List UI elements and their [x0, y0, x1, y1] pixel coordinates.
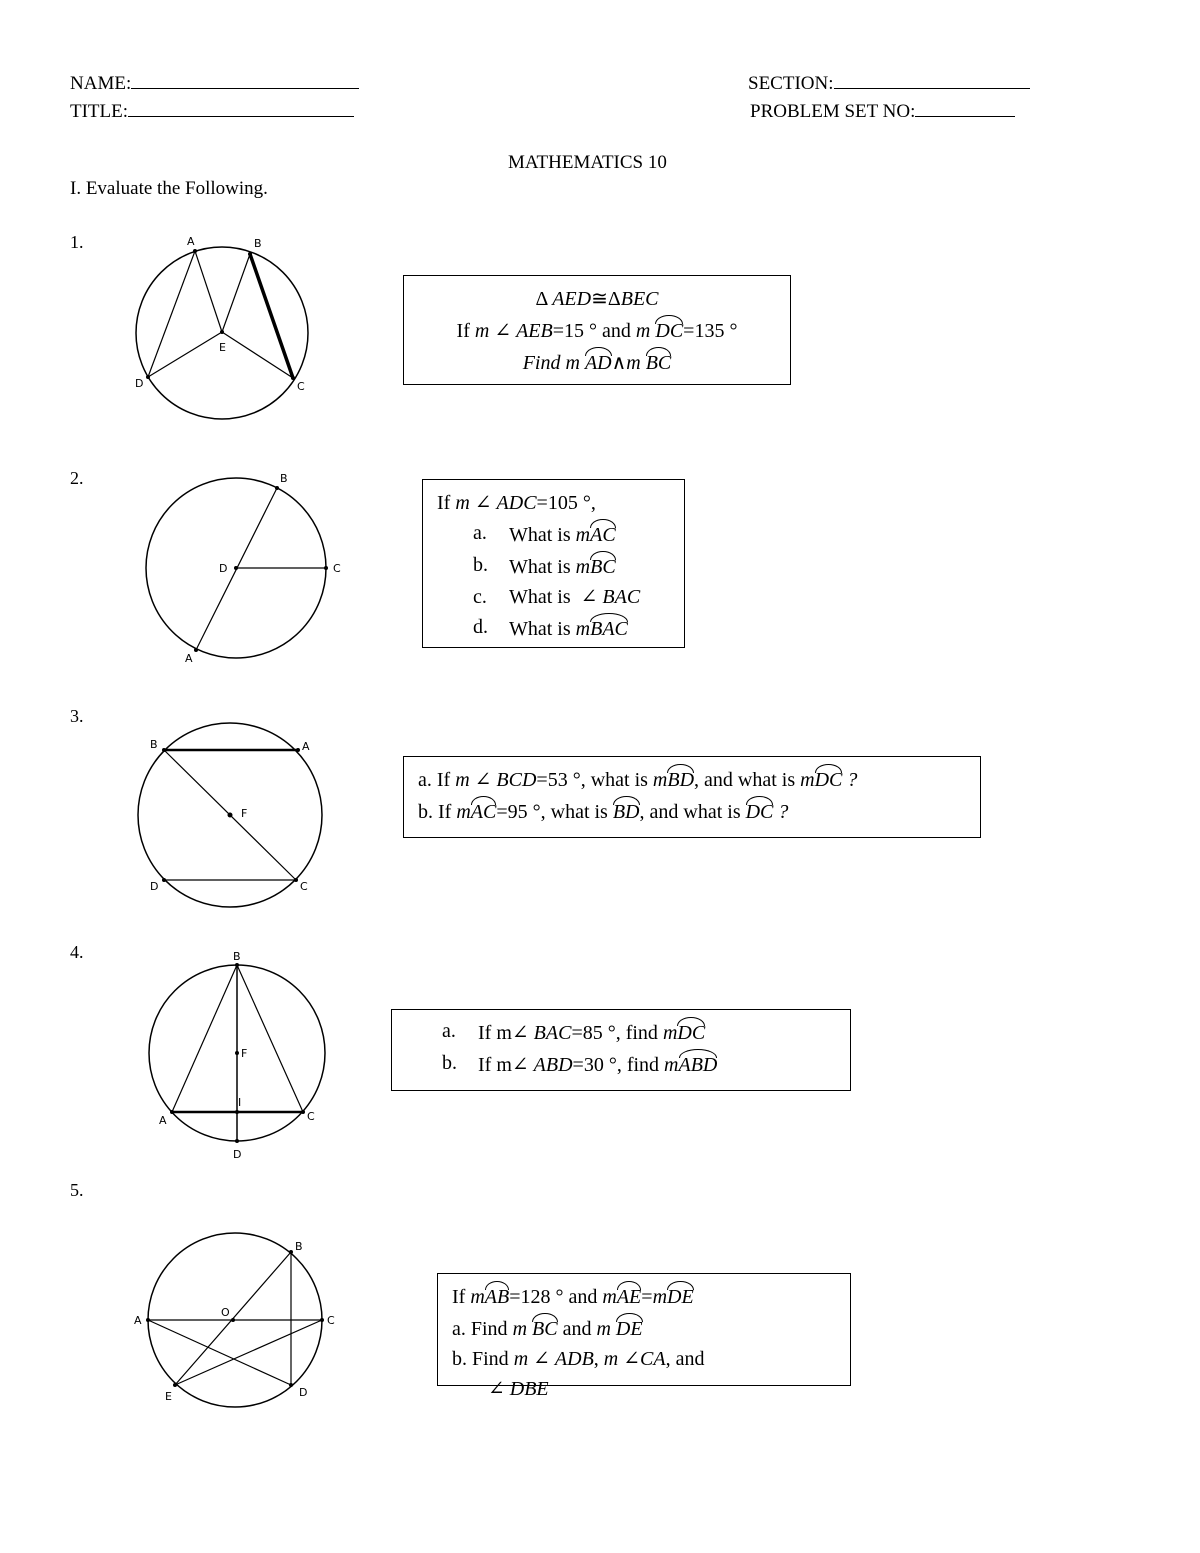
problem-number: 5. [70, 1180, 84, 1200]
list-item: c. What is ∠ BAC [473, 586, 641, 608]
problem-3-diagram [130, 722, 350, 922]
box-line: Δ AED≅ΔBEC [535, 288, 659, 310]
point-label: D [219, 562, 228, 575]
problem-number: 3. [70, 706, 84, 726]
instruction: I. Evaluate the Following. [70, 178, 268, 199]
name-field[interactable] [70, 72, 359, 95]
box-line-cut: ∠ DBE [488, 1378, 549, 1400]
point-label: D [150, 880, 159, 893]
point-label: E [219, 341, 226, 354]
problem-set-field[interactable] [750, 100, 1015, 123]
point-label: A [187, 235, 195, 248]
point-label: C [307, 1110, 315, 1123]
title-field[interactable] [70, 100, 354, 123]
point-label: C [297, 380, 305, 393]
name-label: NAME: [70, 73, 132, 94]
list-item: a. What is mAC [437, 518, 684, 550]
point-label: D [135, 377, 144, 390]
box-line: If m ∠ AEB=15 ° and m DC=135 ° [404, 314, 790, 346]
list-item: b. What is mBC [437, 550, 684, 582]
problem-5-diagram [125, 1230, 350, 1420]
problem-1-diagram [125, 230, 325, 430]
list-item: b. If m∠ ABD=30 °, find mABD [442, 1048, 850, 1080]
point-label: E [165, 1390, 172, 1403]
problem-set-label: PROBLEM SET NO: [750, 101, 916, 122]
point-label: B [150, 738, 158, 751]
box-line: If m ∠ ADC=105 °, [437, 492, 596, 514]
point-label: O [221, 1306, 230, 1319]
point-label: I [238, 1096, 242, 1109]
problem-2-box [422, 479, 685, 648]
subject-title: MATHEMATICS 10 [508, 152, 667, 173]
list-item: d. What is mBAC [437, 612, 684, 644]
point-label: A [185, 652, 193, 665]
section-label: SECTION: [748, 73, 834, 94]
point-label: B [295, 1240, 303, 1253]
box-line: b. Find m ∠ ADB, m ∠CA, and [452, 1348, 705, 1370]
problem-1-box [403, 275, 791, 385]
section-field[interactable] [748, 72, 1030, 95]
box-line: If mAB=128 ° and mAE=mDE [452, 1280, 850, 1312]
title-label: TITLE: [70, 101, 129, 122]
box-line: Find m AD∧m BC [404, 346, 790, 378]
problem-5-box [437, 1273, 851, 1400]
section-line[interactable] [834, 72, 1030, 89]
list-item: a. If m∠ BAC=85 °, find mDC [442, 1016, 850, 1048]
point-label: B [233, 950, 241, 963]
point-label: F [241, 807, 248, 820]
point-label: B [280, 472, 288, 485]
problem-4-diagram [140, 948, 350, 1163]
point-label: A [302, 740, 310, 753]
problem-number: 2. [70, 468, 84, 488]
problem-number: 4. [70, 942, 84, 962]
point-label: A [134, 1314, 142, 1327]
name-line[interactable] [131, 72, 359, 89]
problem-2-diagram [130, 470, 360, 670]
point-label: B [254, 237, 262, 250]
point-label: C [333, 562, 341, 575]
point-label: A [159, 1114, 167, 1127]
problem-set-line[interactable] [915, 100, 1015, 117]
point-label: C [300, 880, 308, 893]
box-line: b. If mAC=95 °, what is BD, and what is DC ? [418, 795, 980, 827]
problem-4-box [391, 1009, 851, 1091]
point-label: D [299, 1386, 308, 1399]
point-label: F [241, 1047, 248, 1060]
box-line: a. Find m BC and m DE [452, 1312, 850, 1344]
title-line[interactable] [128, 100, 354, 117]
problem-3-box [403, 756, 981, 838]
point-label: D [233, 1148, 242, 1161]
point-label: C [327, 1314, 335, 1327]
box-line: a. If m ∠ BCD=53 °, what is mBD, and what is mDC ? [418, 763, 980, 795]
problem-number: 1. [70, 232, 84, 252]
